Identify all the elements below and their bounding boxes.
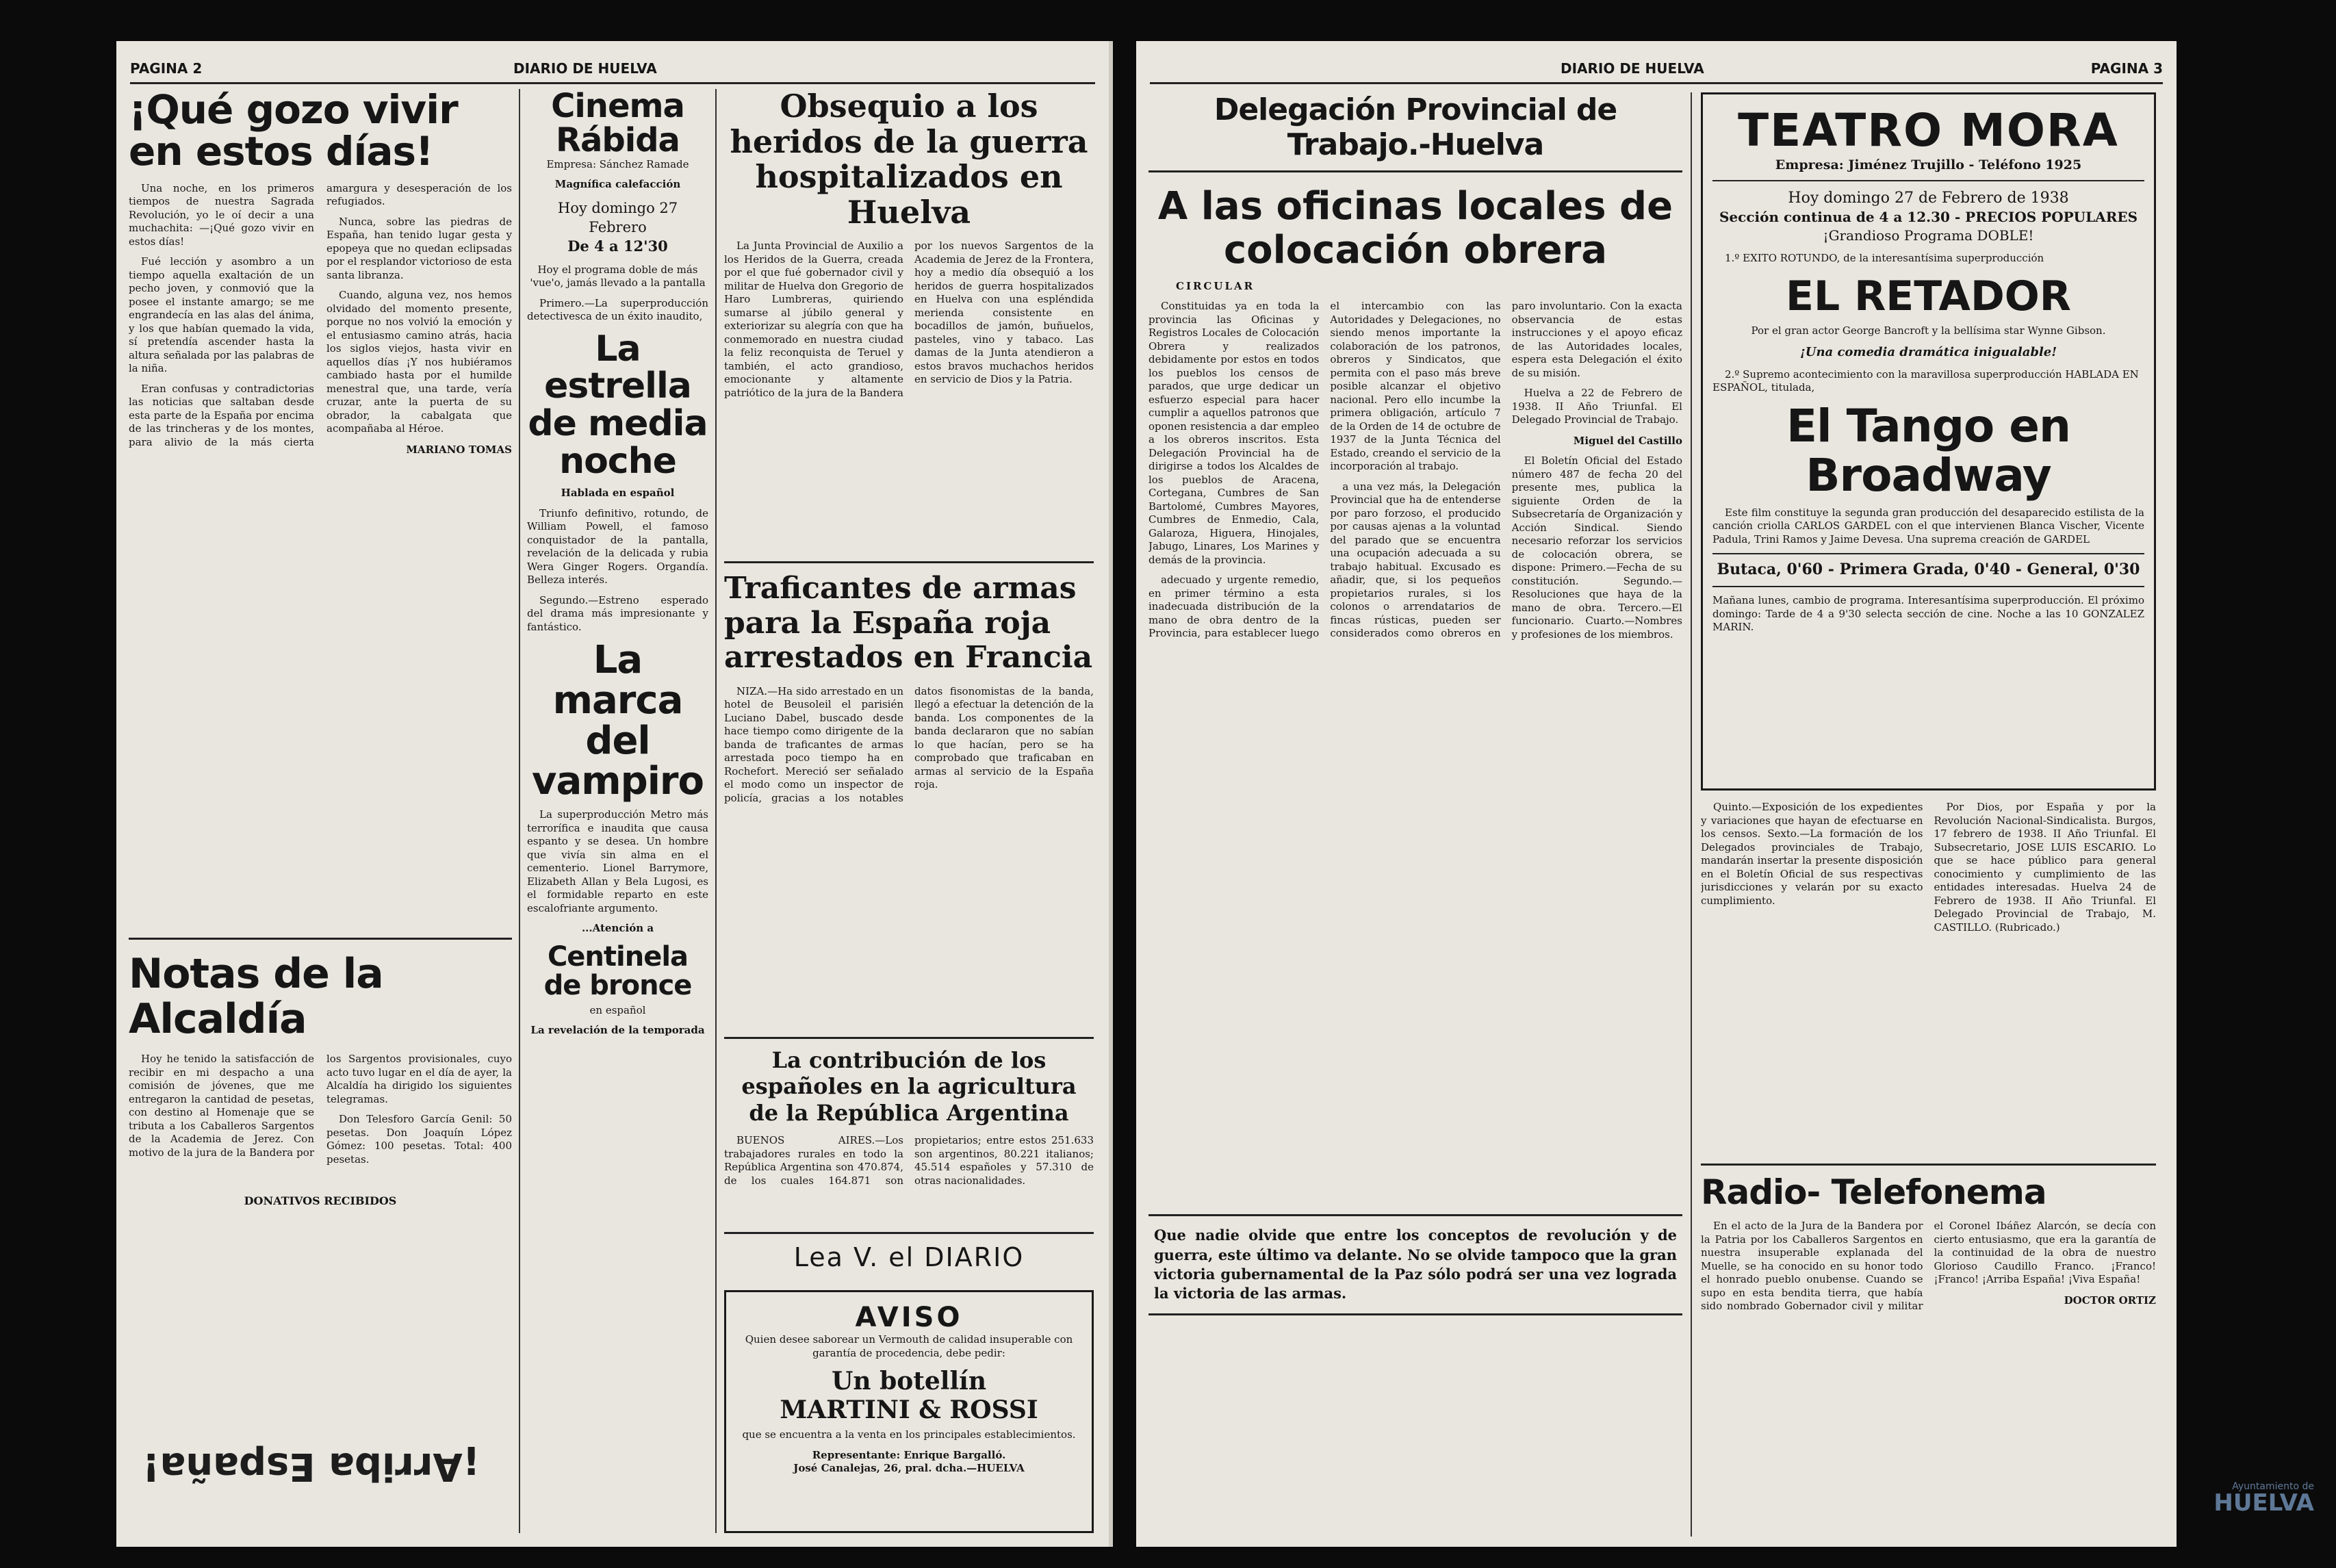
paragraph: Quinto.—Exposición de los expedientes y variaciones que hayan de efectuarse en los censos. Sexto.—La formación de los Delegados provinciales de Trabajo, mandarán insertar la presente disposición en el Boletín Oficial de sus respectivas jurisdicciones y velarán por su exacto cumplimiento.	[1701, 801, 1923, 907]
paragraph: Una noche, en los primeros tiempos de nuestra Sagrada Revolución, yo le oí decir a una muchachita: —¡Qué gozo vivir en estos días!	[129, 181, 314, 248]
paragraph: NIZA.—Ha sido arrestado en un hotel de Beusoleil el parisién Luciano Dabel, buscado desde hace tiempo como dirigente de la banda de traficantes de armas arrestada poco tiempo ha en Rochefort. Mereció ser señalado el modo como un inspector de policía, gracias a los notables datos fisonomistas de la banda, llegó a efectuar la detención de la banda. Los componentes de la banda declararon que no sabían lo que hacían, pero se ha comprobado que traficaban en armas al servicio de la España roja.	[724, 684, 1094, 804]
right-page-header	[1150, 51, 2163, 84]
article-title: Traficantes de armas para la España roja arrestados en Francia	[724, 571, 1093, 676]
ad-representative: Representante: Enrique Bargalló.	[812, 1448, 1006, 1461]
cinema-date: Hoy domingo 27 Febrero	[557, 199, 678, 236]
film-title: La estrella de media noche	[528, 328, 708, 482]
teatro-empresa: Empresa: Jiménez Trujillo - Teléfono 1925	[1712, 157, 2144, 181]
column-rule	[519, 89, 520, 1533]
paragraph: El Boletín Oficial del Estado número 487 de fecha 20 del presente mes, publica la siguiente Orden de la Subsecretaría de Organización y Acción Sindical. Siendo necesario reforzar los servicios de colocación obrera, se dispone: Primero.—Fecha de su constitución. Segundo.—Resoluciones que haya de la mano de obra. Tercero.—El funcionario. Cuarto.—Nombres y profesiones de los miembros.	[1511, 454, 1682, 641]
signature: Miguel del Castillo	[1573, 434, 1682, 447]
ad-where: que se encuentra a la venta en los principales establecimientos.	[742, 1428, 1076, 1441]
film-description: Este film constituye la segunda gran producción del desaparecido estilista de la canción criolla CARLOS GARDEL con el que intervienen Blanca Vischer, Vicente Padula, Trini Ramos y Jaime Devesa. Una suprema creación de GARDEL	[1712, 506, 2144, 545]
ad-brand: Un botellín	[831, 1367, 987, 1396]
article-traficantes	[724, 571, 1094, 1030]
signature: DOCTOR ORTIZ	[2064, 1294, 2156, 1307]
paragraph: Constituidas ya en toda la provincia las Oficinas y Registros Locales de Colocación Obrera y realizados debidamente por estos en todos los pueblos los censos de parados, que urge dedicar un esfuerzo especial para hacer cumplir a aquellos patronos que oponen resistencia a dar empleo a los obreros inscritos. Esta Delegación Provincial ha de dirigirse a todos los Alcaldes de los pueblos de Aracena, Cortegana, Cumbres de San Bartolomé, Cumbres Mayores, Cumbres de Enmedio, Cala, Galaroza, Higuera, Hinojales, Jabugo, Linares, Los Marines y demás de la provincia.	[1148, 300, 1320, 566]
article-title: La contribución de los españoles en la agricultura de la República Argentina	[741, 1047, 1077, 1126]
ad-address: José Canalejas, 26, pral. dcha.—HUELVA	[793, 1462, 1025, 1474]
callout-text: Que nadie olvide que entre los conceptos de revolución y de guerra, este último va delante. No se olvide tampoco que la gran victoria gubernamental de la Paz sólo podrá ser una vez lograda la victoria de las armas.	[1154, 1226, 1677, 1302]
section-title: Delegación Provincial de Trabajo.-Huelva	[1148, 92, 1682, 172]
film-title: El Tango en Broadway	[1786, 399, 2071, 502]
film-cast: Por el gran actor George Bancroft y la bellísima star Wynne Gibson.	[1751, 324, 2106, 337]
film-description: Triunfo definitivo, rotundo, de William Powell, el famoso conquistador de la pantalla, revelación de la delicada y rubia Wera Ginger Rogers. Organdía. Belleza interés.	[527, 506, 708, 587]
film-title: Centinela de bronce	[543, 940, 692, 1001]
cinema-program: Hoy el programa doble de más 'vue'o, jamás llevado a la pantalla	[530, 263, 706, 290]
divider	[1701, 1164, 2156, 1166]
inverted-slogan: ¡Arriba España!	[142, 1444, 480, 1489]
ad-title: AVISO	[855, 1302, 963, 1333]
article-title: ¡Qué gozo vivir en estos días!	[129, 89, 458, 175]
divider	[724, 561, 1094, 563]
cinema-title: Cinema Rábida	[551, 89, 684, 160]
teatro-footer: Mañana lunes, cambio de programa. Interesantísima superproducción. El próximo domingo: Tarde de 4 a 9'30 selecta sección de cine. Noche a las 10 GONZALEZ MARIN.	[1712, 594, 2144, 633]
donations-heading: DONATIVOS RECIBIDOS	[244, 1194, 397, 1207]
ad-intro: Quien desee saborear un Vermouth de calidad insuperable con garantía de procedencia, debe pedir:	[745, 1333, 1073, 1359]
left-page-header	[130, 51, 1095, 84]
paragraph: BUENOS AIRES.—Los trabajadores rurales en todo la República Argentina son 470.874, de los cuales 164.871 son propietarios; entre estos 251.633 son argentinos, 80.221 italianos; 45.514 españoles y 57.310 de otras nacionalidades.	[724, 1134, 1094, 1187]
film-description: La superproducción Metro más terrorífica e inaudita que causa espanto y se desea. Un hombre que vivía sin alma en el cementerio. Lionel Barrymore, Elizabeth Allan y Bela Lugosi, es el formidable reparto en este escalofriante argumento.	[527, 808, 708, 914]
logo-subtitle: Ayuntamiento de	[2232, 1481, 2314, 1492]
ad-lea-diario	[724, 1242, 1094, 1283]
article-contribucion	[724, 1047, 1094, 1225]
ad-teatro-mora	[1701, 92, 2156, 791]
film-subtitle: Hablada en español	[561, 487, 675, 500]
article-radio-telefonema	[1701, 1174, 2156, 1537]
film-subtitle: en español	[589, 1003, 646, 1016]
article-que-gozo	[129, 89, 512, 931]
teatro-title: TEATRO MORA	[1738, 104, 2119, 157]
divider	[129, 938, 512, 940]
paragraph: adecuado y urgente remedio, en primer término a esta inadecuada distribución de la mano de obra dentro de la Provincia, para establecer luego el intercambio con las Autoridades y Delegaciones, no siendo menos importante la colaboración de los patronos, obreros y Sindicatos, que permita con el paso más breve posible alcanzar el objetivo nacional. Pero ello incumbe la primera obligación, artículo 7 de la Orden de 14 de octubre de 1937 de la Junta Técnica del Estado, creando el servicio de la incorporación al trabajo.	[1148, 300, 1501, 640]
ad-text: Lea V. el DIARIO	[793, 1242, 1025, 1272]
teatro-prices: Butaca, 0'60 - Primera Grada, 0'40 - General, 0'30	[1712, 553, 2144, 587]
masthead: DIARIO DE HUELVA	[513, 60, 657, 77]
paragraph: a una vez más, la Delegación Provincial que ha de entenderse por paro forzoso, el producido por causas ajenas a la voluntad del parado que se encuentra una ocupación adecuada a su trabajo habitual. Excusado es añadir, que, si los pequeños propietarios rurales, si los colonos o arrendatarios de fincas rústicas, pueden ser considerados como obreros en paro involuntario. Con la exacta observancia de estas instrucciones y el apoyo eficaz de las Autoridades locales, espera esta Delegación el éxito de su misión.	[1330, 300, 1682, 640]
film-title: La marca del vampiro	[531, 638, 704, 804]
ad-cinema-rabida	[527, 89, 708, 1143]
article-title: Notas de la Alcaldía	[129, 951, 383, 1043]
page-number: PAGINA 2	[130, 60, 203, 77]
article-delegacion-trabajo	[1148, 92, 1682, 1537]
paragraph: En el acto de la Jura de la Bandera por la Patria por los Caballeros Sargentos en nuestra insuperable explanada del Muelle, se ha conocido en su honor todo el honrado pueblo onubense. Cuando se supo en esta bendita tierra, que había sido nombrado Gobernador civil y militar el Coronel Ibáñez Alarcón, se decía con cierto entusiasmo, que era la garantía de la continuidad de la obra de nuestro Glorioso Caudillo Franco. ¡Franco! ¡Franco! ¡Arriba España! ¡Viva España!	[1701, 1220, 2156, 1312]
paragraph: La Junta Provincial de Auxilio a los Heridos de la Guerra, creada por el que fué gobernador civil y militar de Huelva don Gregorio de Haro Lumbreras, quiriendo sumarse al júbilo general y exteriorizar su alegría con que ha conmemorado en nuestra ciudad la feliz reconquista de Teruel y también, el acto grandioso, emocionante y altamente patriótico de la jura de la Bandera por los nuevos Sargentos de la Academia de Jerez de la Frontera, hoy a medio día obsequió a los heridos de guerra hospitalizados en Huelva con una espléndida merienda consistente en bocadillos de jamón, buñuelos, pasteles, vino y tabaco. Las damas de la Junta atendieron a estos bravos muchachos heridos en servicio de Dios y la Patria.	[724, 240, 1094, 399]
teatro-programa: ¡Grandioso Programa DOBLE!	[1823, 227, 2034, 244]
signature: MARIANO TOMAS	[406, 443, 512, 456]
article-orden-continuacion	[1701, 801, 2156, 1157]
paragraph: Fué lección y asombro a un tiempo aquella exaltación de un pecho joven, y conmovió que la posee el instante amargo; se me engrandecía en las alas del ánima, y los que habían quemado la vida, sí pretendía ascender hasta la altura señalada por las palabras de la niña.	[129, 255, 314, 375]
article-title: Radio- Telefonema	[1701, 1174, 2046, 1212]
cinema-first: Primero.—La superproducción detectivesca de un éxito inaudito,	[527, 296, 708, 323]
column-rule	[1691, 92, 1692, 1537]
paragraph: Hoy he tenido la satisfacción de recibir en mi despacho a una comisión de jóvenes, que me entregaron la cantidad de pesetas, con destino al Homenaje que se tributa a los Caballeros Sargentos de la Academia de Jerez. Con motivo de la jura de la Bandera por los Sargentos provisionales, cuyo acto tuvo lugar en el día de ayer, la Alcaldía ha dirigido los siguientes telegramas.	[129, 1053, 512, 1159]
callout-box	[1148, 1214, 1682, 1315]
cinema-empresa: Empresa: Sánchez Ramade	[546, 157, 689, 170]
article-title: A las oficinas locales de colocación obrera	[1157, 184, 1673, 273]
left-page	[116, 41, 1113, 1547]
film-tagline: ¡Una comedia dramática inigualable!	[1799, 345, 2057, 360]
date-line: Huelva a 22 de Febrero de 1938. II Año Triunfal. El Delegado Provincial de Trabajo.	[1511, 387, 1682, 426]
paragraph: Nunca, sobre las piedras de España, han tenido lugar gesta y epopeya que no quedan eclipsadas por el resplandor victorioso de esta santa libranza.	[326, 215, 512, 281]
film-tagline: La revelación de la temporada	[530, 1024, 705, 1037]
right-page	[1136, 41, 2177, 1547]
cinema-atencion: ...Atención a	[581, 922, 654, 935]
logo-title: HUELVA	[2213, 1489, 2314, 1517]
teatro-first: 1.º EXITO ROTUNDO, de la interesantísima superproducción	[1725, 252, 2044, 265]
ad-brand: MARTINI & ROSSI	[780, 1396, 1038, 1424]
divider	[724, 1037, 1094, 1039]
paragraph: Por Dios, por España y por la Revolución Nacional-Sindicalista. Burgos, 17 febrero de 1938. II Año Triunfal. El Subsecretario, JOSE LUIS ESCARIO. Lo que se hace público para general conocimiento y cumplimiento de las entidades interesadas. Huelva 24 de Febrero de 1938. II Año Triunfal. El Delegado Provincial de Trabajo, M. CASTILLO. (Rubricado.)	[1934, 801, 2156, 934]
circular-label: CIRCULAR	[1176, 279, 1255, 292]
archive-logo	[2184, 1482, 2314, 1550]
article-obsequio	[724, 89, 1094, 554]
masthead: DIARIO DE HUELVA	[1561, 60, 1704, 77]
donor-list: Don Telesforo García Genil: 50 pesetas. Don Joaquín López Gómez: 100 pesetas. Total: 400 pesetas.	[326, 1113, 512, 1166]
teatro-date: Hoy domingo 27 de Febrero de 1938	[1788, 189, 2069, 207]
article-notas-alcaldia	[129, 951, 512, 1533]
column-rule	[715, 89, 717, 1533]
cinema-calefaccion: Magnífica calefacción	[554, 178, 681, 191]
page-number: PAGINA 3	[2090, 60, 2163, 77]
cinema-time: De 4 a 12'30	[567, 237, 668, 255]
article-title: Obsequio a los heridos de la guerra hospitalizados en Huelva	[730, 89, 1088, 231]
teatro-second: 2.º Supremo acontecimiento con la maravillosa superproducción HABLADA EN ESPAÑOL, titulada,	[1712, 368, 2139, 394]
ad-aviso-martini	[724, 1290, 1094, 1533]
film-title: EL RETADOR	[1785, 272, 2071, 320]
teatro-session: Sección continua de 4 a 12.30 - PRECIOS POPULARES	[1719, 209, 2138, 226]
cinema-second: Segundo.—Estreno esperado del drama más impresionante y fantástico.	[527, 593, 708, 633]
paragraph: Eran confusas y contradictorias las noticias que saltaban desde esta parte de la España por encima de las trincheras y de los montes, para alivio de la más cierta amargura y desesperación de los refugiados.	[129, 181, 512, 448]
divider	[724, 1232, 1094, 1234]
paragraph: Cuando, alguna vez, nos hemos olvidado del momento presente, porque no nos volvió la emoción y el entusiasmo camino atrás, hacia los siglos viejos, hasta vivir en aquellos días ¡Y nos hubiéramos cambiado hasta por el humilde menestral que, una tarde, vería cruzar, ante la puerta de su obrador, la cabalgata que acompañaba al Héroe.	[326, 289, 512, 435]
